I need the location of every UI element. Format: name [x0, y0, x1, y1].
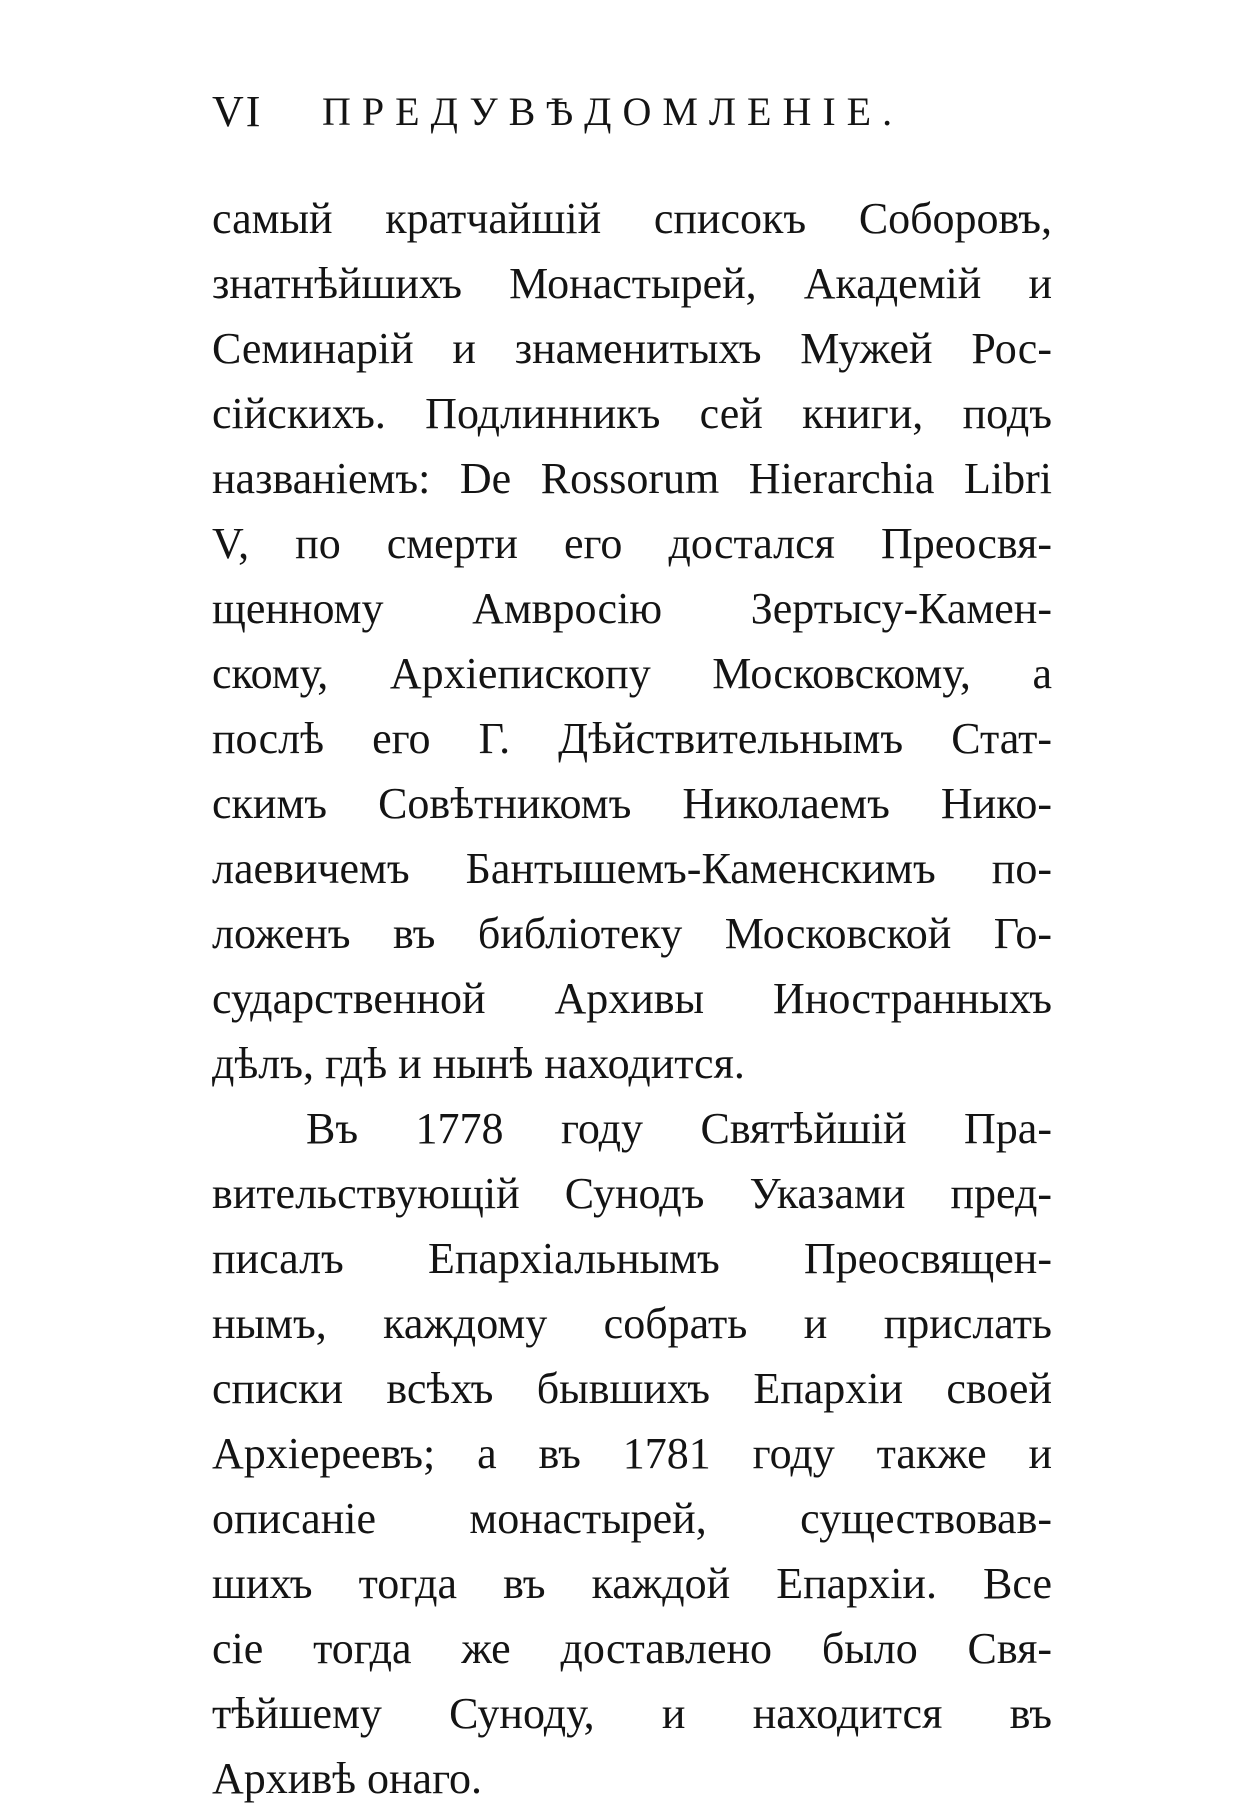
text-line: скимъ Совѣтникомъ Николаемъ Нико- — [212, 779, 1052, 828]
text-line: списки всѣхъ бывшихъ Епархіи своей — [212, 1364, 1052, 1413]
paragraph-2 — [212, 1096, 1052, 1811]
text-line: описаніе монастырей, существовав- — [212, 1494, 1052, 1543]
paragraph-1 — [212, 186, 1052, 1096]
text-line: вительствующій Сунодъ Указами пред- — [212, 1169, 1052, 1218]
text-line: дѣлъ, гдѣ и нынѣ находится. — [212, 1039, 745, 1088]
text-line: Архивѣ онаго. — [212, 1754, 483, 1803]
text-line: скому, Архіепископу Московскому, а — [212, 649, 1052, 698]
page-number: VI — [212, 87, 263, 136]
text-line: щенному Амвросію Зертысу-Камен- — [212, 584, 1052, 633]
text-line: Въ 1778 году Святѣйшій Пра- — [306, 1104, 1052, 1153]
text-line: V, по смерти его достался Преосвя- — [212, 519, 1052, 568]
text-line: нымъ, каждому собрать и прислать — [212, 1299, 1052, 1348]
text-line: Архіереевъ; а въ 1781 году также и — [212, 1429, 1052, 1478]
text-line: сударственной Архивы Иностранныхъ — [212, 974, 1052, 1023]
text-line: сіе тогда же доставлено было Свя- — [212, 1624, 1052, 1673]
text-line: сійскихъ. Подлинникъ сей книги, подъ — [212, 389, 1052, 438]
text-line: лаевичемъ Бантышемъ-Каменскимъ по- — [212, 844, 1052, 893]
text-line: писалъ Епархіальнымъ Преосвящен- — [212, 1234, 1052, 1283]
text-line: шихъ тогда въ каждой Епархіи. Все — [212, 1559, 1052, 1608]
body-text — [212, 186, 1052, 1811]
page-title: ПРЕДУВѢДОМЛЕНІЕ. — [322, 89, 904, 134]
text-line: Семинарій и знаменитыхъ Мужей Рос- — [212, 324, 1052, 373]
text-line: названіемъ: De Rossorum Hierarchia Libri — [212, 454, 1052, 503]
text-line: знатнѣйшихъ Монастырей, Академій и — [212, 259, 1052, 308]
text-line: послѣ его Г. Дѣйствительнымъ Стат- — [212, 714, 1052, 763]
text-line: ложенъ въ библіотеку Московской Го- — [212, 909, 1052, 958]
text-line: самый кратчайшій списокъ Соборовъ, — [212, 194, 1052, 243]
running-head — [212, 86, 1052, 146]
text-line: тѣйшему Суноду, и находится въ — [212, 1689, 1052, 1738]
